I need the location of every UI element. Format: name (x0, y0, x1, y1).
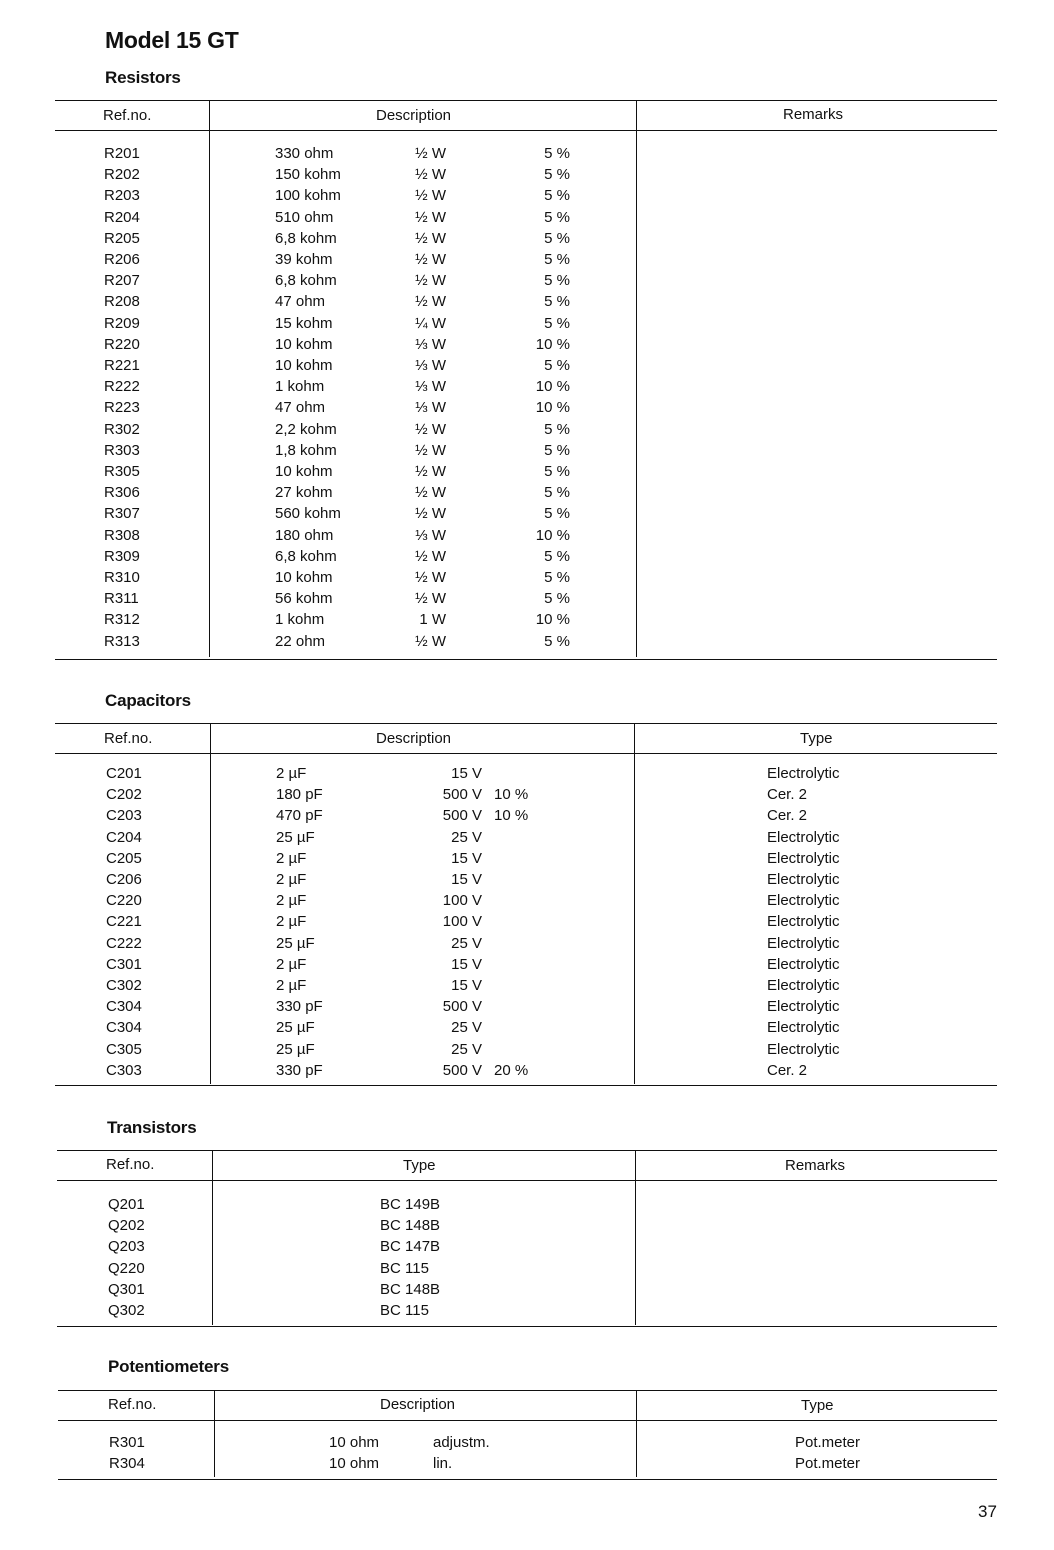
capacitors-heading: Capacitors (105, 691, 191, 710)
capacitors-col-divider-2 (634, 724, 635, 1084)
capacitors-bottom-rule (55, 1085, 997, 1086)
transistor-ref: Q220 (108, 1260, 145, 1277)
transistor-ref: Q203 (108, 1238, 145, 1255)
resistor-tolerance: 5 % (544, 293, 570, 310)
resistor-ref: R206 (104, 251, 140, 268)
resistor-ref: R209 (104, 315, 140, 332)
capacitor-value: 2 µF (276, 892, 307, 909)
resistor-tolerance: 10 % (535, 336, 570, 353)
resistor-wattage: ½ W (415, 421, 446, 438)
potentiometers-col-type: Type (801, 1397, 834, 1414)
resistor-value: 47 ohm (275, 399, 326, 416)
resistor-value: 150 kohm (275, 166, 341, 183)
page-title: Model 15 GT (105, 27, 239, 53)
transistor-ref: Q201 (108, 1196, 145, 1213)
capacitor-voltage: 15 V (451, 977, 482, 994)
capacitor-type: Electrolytic (767, 913, 840, 930)
resistor-ref: R312 (104, 611, 140, 628)
resistor-value: 510 ohm (275, 209, 334, 226)
resistor-value: 39 kohm (275, 251, 333, 268)
resistor-value: 1 kohm (275, 611, 325, 628)
capacitor-type: Electrolytic (767, 977, 840, 994)
capacitor-voltage: 500 V (442, 807, 482, 824)
resistors-heading: Resistors (105, 68, 181, 87)
resistor-tolerance: 5 % (544, 166, 570, 183)
resistor-wattage: ½ W (415, 590, 446, 607)
resistor-tolerance: 5 % (544, 569, 570, 586)
resistor-wattage: ½ W (415, 293, 446, 310)
capacitor-value: 330 pF (276, 1062, 323, 1079)
capacitor-tolerance: 20 % (494, 1062, 529, 1079)
resistor-ref: R307 (104, 505, 140, 522)
capacitor-voltage: 500 V (442, 1062, 482, 1079)
resistor-wattage: ⅓ W (415, 357, 446, 374)
capacitor-value: 2 µF (276, 956, 307, 973)
capacitor-ref: C204 (106, 829, 142, 846)
resistor-wattage: ½ W (415, 505, 446, 522)
resistor-value: 1,8 kohm (275, 442, 337, 459)
capacitor-type: Electrolytic (767, 1019, 840, 1036)
resistor-value: 47 ohm (275, 293, 326, 310)
capacitor-voltage: 25 V (451, 935, 482, 952)
resistor-value: 2,2 kohm (275, 421, 337, 438)
resistor-ref: R202 (104, 166, 140, 183)
capacitor-voltage: 15 V (451, 850, 482, 867)
resistor-ref: R207 (104, 272, 140, 289)
resistors-header-rule (55, 130, 997, 131)
capacitor-ref: C202 (106, 786, 142, 803)
capacitor-type: Electrolytic (767, 998, 840, 1015)
resistor-ref: R222 (104, 378, 140, 395)
capacitor-type: Electrolytic (767, 892, 840, 909)
resistor-value: 330 ohm (275, 145, 334, 162)
resistor-ref: R305 (104, 463, 140, 480)
resistor-value: 22 ohm (275, 633, 326, 650)
transistors-col-divider-2 (635, 1151, 636, 1325)
transistor-type: BC 147B (380, 1238, 441, 1255)
capacitor-ref: C205 (106, 850, 142, 867)
resistor-value: 6,8 kohm (275, 272, 337, 289)
resistor-wattage: ½ W (415, 548, 446, 565)
resistor-ref: R302 (104, 421, 140, 438)
resistor-ref: R201 (104, 145, 140, 162)
resistor-ref: R208 (104, 293, 140, 310)
capacitor-type: Electrolytic (767, 850, 840, 867)
resistor-tolerance: 5 % (544, 187, 570, 204)
capacitor-type: Electrolytic (767, 765, 840, 782)
capacitor-ref: C220 (106, 892, 142, 909)
transistor-type: BC 149B (380, 1196, 441, 1213)
capacitor-type: Electrolytic (767, 1041, 840, 1058)
resistor-ref: R303 (104, 442, 140, 459)
capacitor-value: 330 pF (276, 998, 323, 1015)
resistor-ref: R203 (104, 187, 140, 204)
capacitors-col-description: Description (376, 730, 452, 747)
capacitor-type: Cer. 2 (767, 1062, 808, 1079)
resistor-value: 10 kohm (275, 569, 333, 586)
resistor-wattage: ⅓ W (415, 336, 446, 353)
resistor-tolerance: 5 % (544, 209, 570, 226)
capacitor-type: Electrolytic (767, 956, 840, 973)
resistor-wattage: ½ W (415, 187, 446, 204)
capacitor-ref: C304 (106, 1019, 142, 1036)
resistor-wattage: ½ W (415, 633, 446, 650)
capacitors-col-divider-1 (210, 724, 211, 1084)
transistors-col-refno: Ref.no. (106, 1156, 155, 1173)
capacitor-value: 2 µF (276, 977, 307, 994)
capacitor-type: Electrolytic (767, 935, 840, 952)
capacitor-ref: C206 (106, 871, 142, 888)
capacitor-voltage: 15 V (451, 871, 482, 888)
potentiometers-heading: Potentiometers (108, 1357, 229, 1376)
capacitor-type: Electrolytic (767, 871, 840, 888)
resistor-wattage: ⅓ W (415, 378, 446, 395)
capacitor-ref: C221 (106, 913, 142, 930)
capacitors-col-type: Type (800, 730, 833, 747)
capacitor-value: 2 µF (276, 871, 307, 888)
transistor-type: BC 148B (380, 1217, 441, 1234)
capacitor-ref: C302 (106, 977, 142, 994)
capacitor-ref: C201 (106, 765, 142, 782)
resistor-tolerance: 5 % (544, 590, 570, 607)
resistor-tolerance: 5 % (544, 230, 570, 247)
capacitor-value: 470 pF (276, 807, 323, 824)
capacitor-type: Cer. 2 (767, 807, 808, 824)
resistor-value: 180 ohm (275, 527, 334, 544)
resistor-ref: R205 (104, 230, 140, 247)
capacitor-ref: C304 (106, 998, 142, 1015)
resistor-tolerance: 5 % (544, 421, 570, 438)
resistors-bottom-rule (55, 659, 997, 660)
resistor-ref: R306 (104, 484, 140, 501)
potentiometer-value: 10 ohm (329, 1434, 380, 1451)
resistor-value: 15 kohm (275, 315, 333, 332)
transistor-type: BC 115 (380, 1260, 429, 1277)
resistor-wattage: ¼ W (415, 315, 446, 332)
resistor-value: 6,8 kohm (275, 548, 337, 565)
capacitors-top-rule (55, 723, 997, 724)
resistor-ref: R311 (104, 590, 139, 607)
resistor-ref: R309 (104, 548, 140, 565)
resistors-col-refno: Ref.no. (103, 107, 152, 124)
transistor-type: BC 115 (380, 1302, 429, 1319)
transistors-col-remarks: Remarks (785, 1157, 846, 1174)
resistor-wattage: 1 W (419, 611, 446, 628)
resistor-wattage: ½ W (415, 209, 446, 226)
capacitor-value: 25 µF (276, 829, 315, 846)
potentiometers-col-description: Description (380, 1396, 456, 1413)
resistor-wattage: ⅓ W (415, 527, 446, 544)
resistor-wattage: ½ W (415, 569, 446, 586)
resistor-wattage: ½ W (415, 484, 446, 501)
capacitor-value: 25 µF (276, 935, 315, 952)
resistor-value: 56 kohm (275, 590, 333, 607)
resistor-ref: R223 (104, 399, 140, 416)
capacitor-voltage: 100 V (442, 892, 482, 909)
potentiometers-bottom-rule (58, 1479, 997, 1480)
resistors-col-divider-2 (636, 101, 637, 657)
potentiometer-type: Pot.meter (795, 1434, 861, 1451)
page-number: 37 (978, 1502, 997, 1521)
resistors-top-rule (55, 100, 997, 101)
resistor-tolerance: 10 % (535, 399, 570, 416)
capacitor-voltage: 15 V (451, 765, 482, 782)
resistor-wattage: ½ W (415, 272, 446, 289)
capacitors-col-refno: Ref.no. (104, 730, 153, 747)
capacitor-voltage: 25 V (451, 1041, 482, 1058)
resistor-ref: R313 (104, 633, 140, 650)
resistor-wattage: ⅓ W (415, 399, 446, 416)
potentiometers-col-refno: Ref.no. (108, 1396, 157, 1413)
capacitor-voltage: 100 V (442, 913, 482, 930)
resistor-value: 1 kohm (275, 378, 325, 395)
resistor-tolerance: 5 % (544, 315, 570, 332)
resistor-wattage: ½ W (415, 442, 446, 459)
resistor-wattage: ½ W (415, 230, 446, 247)
potentiometers-header-rule (58, 1420, 997, 1421)
resistor-wattage: ½ W (415, 145, 446, 162)
potentiometer-kind: adjustm. (433, 1434, 490, 1451)
capacitor-voltage: 500 V (442, 998, 482, 1015)
capacitor-value: 180 pF (276, 786, 323, 803)
resistor-value: 10 kohm (275, 336, 333, 353)
transistor-ref: Q302 (108, 1302, 145, 1319)
resistor-ref: R204 (104, 209, 140, 226)
resistor-wattage: ½ W (415, 166, 446, 183)
resistor-ref: R220 (104, 336, 140, 353)
potentiometer-ref: R301 (109, 1434, 145, 1451)
resistor-wattage: ½ W (415, 463, 446, 480)
capacitor-ref: C222 (106, 935, 142, 952)
capacitor-value: 2 µF (276, 850, 307, 867)
capacitor-voltage: 15 V (451, 956, 482, 973)
capacitor-voltage: 25 V (451, 1019, 482, 1036)
capacitor-voltage: 25 V (451, 829, 482, 846)
capacitor-value: 2 µF (276, 913, 307, 930)
resistor-value: 100 kohm (275, 187, 341, 204)
resistor-value: 10 kohm (275, 357, 333, 374)
resistors-col-description: Description (376, 107, 452, 124)
transistor-ref: Q202 (108, 1217, 145, 1234)
resistor-tolerance: 10 % (535, 611, 570, 628)
resistor-tolerance: 5 % (544, 484, 570, 501)
resistors-col-divider-1 (209, 101, 210, 657)
transistors-header-rule (57, 1180, 997, 1181)
resistors-col-remarks: Remarks (783, 106, 844, 123)
capacitor-value: 25 µF (276, 1041, 315, 1058)
resistor-tolerance: 5 % (544, 145, 570, 162)
resistor-tolerance: 5 % (544, 251, 570, 268)
capacitor-ref: C203 (106, 807, 142, 824)
capacitor-tolerance: 10 % (494, 807, 529, 824)
resistor-tolerance: 5 % (544, 272, 570, 289)
potentiometers-col-divider-1 (214, 1391, 215, 1477)
resistor-tolerance: 5 % (544, 463, 570, 480)
resistor-value: 6,8 kohm (275, 230, 337, 247)
potentiometer-ref: R304 (109, 1455, 145, 1472)
capacitor-tolerance: 10 % (494, 786, 529, 803)
resistor-ref: R310 (104, 569, 140, 586)
resistor-value: 27 kohm (275, 484, 333, 501)
capacitor-value: 2 µF (276, 765, 307, 782)
resistor-tolerance: 5 % (544, 357, 570, 374)
transistors-bottom-rule (57, 1326, 997, 1327)
resistor-ref: R308 (104, 527, 140, 544)
capacitor-type: Cer. 2 (767, 786, 808, 803)
resistor-tolerance: 5 % (544, 505, 570, 522)
resistor-value: 10 kohm (275, 463, 333, 480)
transistors-col-type: Type (403, 1157, 436, 1174)
capacitor-value: 25 µF (276, 1019, 315, 1036)
transistor-ref: Q301 (108, 1281, 145, 1298)
resistor-tolerance: 5 % (544, 548, 570, 565)
potentiometers-col-divider-2 (636, 1391, 637, 1477)
transistor-type: BC 148B (380, 1281, 441, 1298)
resistor-ref: R221 (104, 357, 140, 374)
capacitor-ref: C303 (106, 1062, 142, 1079)
transistors-top-rule (57, 1150, 997, 1151)
potentiometer-type: Pot.meter (795, 1455, 861, 1472)
resistor-tolerance: 5 % (544, 442, 570, 459)
capacitor-type: Electrolytic (767, 829, 840, 846)
potentiometer-value: 10 ohm (329, 1455, 380, 1472)
transistors-col-divider-1 (212, 1151, 213, 1325)
resistor-tolerance: 10 % (535, 527, 570, 544)
resistor-tolerance: 10 % (535, 378, 570, 395)
capacitor-ref: C301 (106, 956, 142, 973)
resistor-wattage: ½ W (415, 251, 446, 268)
potentiometer-kind: lin. (433, 1455, 453, 1472)
potentiometers-top-rule (58, 1390, 997, 1391)
capacitors-header-rule (55, 753, 997, 754)
capacitor-voltage: 500 V (442, 786, 482, 803)
transistors-heading: Transistors (107, 1118, 197, 1137)
resistor-value: 560 kohm (275, 505, 341, 522)
resistor-tolerance: 5 % (544, 633, 570, 650)
capacitor-ref: C305 (106, 1041, 142, 1058)
